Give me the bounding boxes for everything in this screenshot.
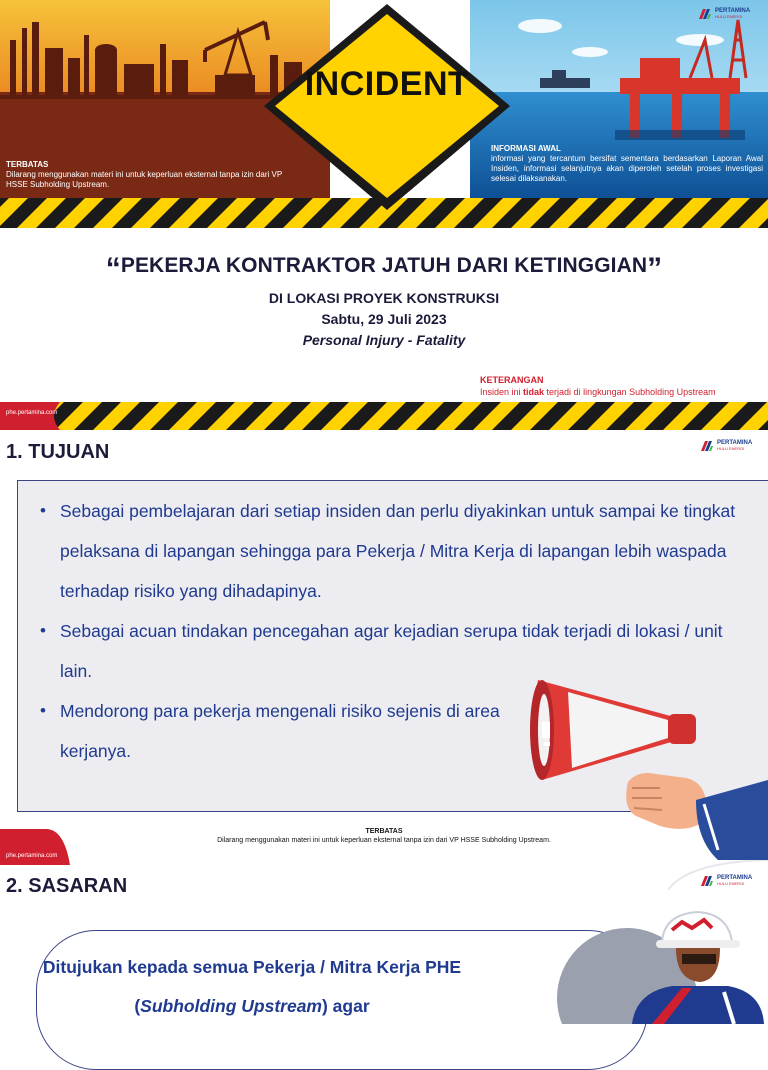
incident-date: Sabtu, 29 Juli 2023 [321,311,447,327]
initial-info-body: informasi yang tercantum bersifat sementara berdasarkan Laporan Awal Insiden, informasi selanjutnya akan diperoleh setelah proses investigasi selesai dilaksanakan. [491,154,763,183]
pertamina-logo [698,8,750,20]
restricted-note [6,160,306,190]
tujuan-bullet: • Sebagai pembelajaran dari setiap insiden dan perlu diyakinkan untuk sampai ke tingkat pelaksana di lapangan sehingga para Pekerja / Mitra Kerja di lapangan lebih waspada terhadap risiko yang dihadapinya. [38,491,750,611]
pertamina-logo-s1 [700,440,752,452]
section-sasaran-heading: 2. SASARAN [6,875,128,897]
tujuan-bullet: • Sebagai acuan tindakan pencegahan agar kejadian serupa tidak terjadi di lokasi / unit lain. [38,611,750,691]
keterangan-heading: KETERANGAN [480,375,544,385]
worker-illustration [612,900,768,1024]
sasaran-text-pre: Ditujukan kepada semua Pekerja / Mitra Kerja PHE ( [42,957,462,1016]
site-url-2: phe.pertamina.com [6,853,58,859]
restricted-note-body: Dilarang menggunakan materi ini untuk keperluan eksternal tanpa izin dari VP HSSE Subholding Upstream. [6,170,283,189]
initial-info-note [491,144,763,184]
open-quote: “ [105,252,121,285]
keterangan-emphasis: tidak [523,387,545,397]
hazard-stripes [0,402,768,430]
logo-swoosh [668,860,768,890]
restricted-note-heading: TERBATAS [6,160,49,169]
pertamina-logo-sub: HULU ENERGI [717,446,745,451]
tujuan-bullet: • Mendorong para pekerja mengenali risiko sejenis di area kerjanya. [38,691,550,771]
pertamina-logo-icon [700,440,714,452]
pertamina-logo-icon [698,8,712,20]
hazard-strip [0,402,768,430]
pertamina-logo-sub: HULU ENERGI [717,881,745,886]
keterangan-post: terjadi di lingkungan Subholding Upstream [544,387,716,397]
restricted-footer-heading: TERBATAS [365,828,403,835]
incident-title-text: PEKERJA KONTRAKTOR JATUH DARI KETINGGIAN [120,254,648,277]
initial-info-heading: INFORMASI AWAL [491,144,561,153]
incident-banner [0,0,768,228]
sasaran-text [36,948,468,1026]
sasaran-text-italic: Subholding Upstream [140,996,322,1016]
page-corner-accent [0,829,90,865]
restricted-footer-body: Dilarang menggunakan materi ini untuk keperluan eksternal tanpa izin dari VP HSSE Subholding Upstream. [217,837,551,844]
incident-category: Personal Injury - Fatality [302,332,466,348]
keterangan-pre: Insiden ini [480,387,524,397]
sasaran-text-post: ) agar [321,996,370,1016]
site-url: phe.pertamina.com [6,410,58,416]
incident-location: DI LOKASI PROYEK KONSTRUKSI [268,290,500,306]
pertamina-logo-sub: HULU ENERGI [715,14,743,19]
incident-title [0,252,768,286]
pertamina-logo-name: PERTAMINA [717,440,753,446]
sign-lower-overlay [264,100,510,210]
pertamina-logo-name: PERTAMINA [717,875,753,881]
alert-line-1: INCIDENT [304,65,470,103]
pertamina-logo-name: PERTAMINA [715,8,751,14]
section-tujuan-heading: 1. TUJUAN [6,441,110,463]
close-quote: ” [647,252,663,285]
incident-title-block [0,252,768,348]
keterangan-note [480,374,716,398]
restricted-footer [0,827,768,845]
